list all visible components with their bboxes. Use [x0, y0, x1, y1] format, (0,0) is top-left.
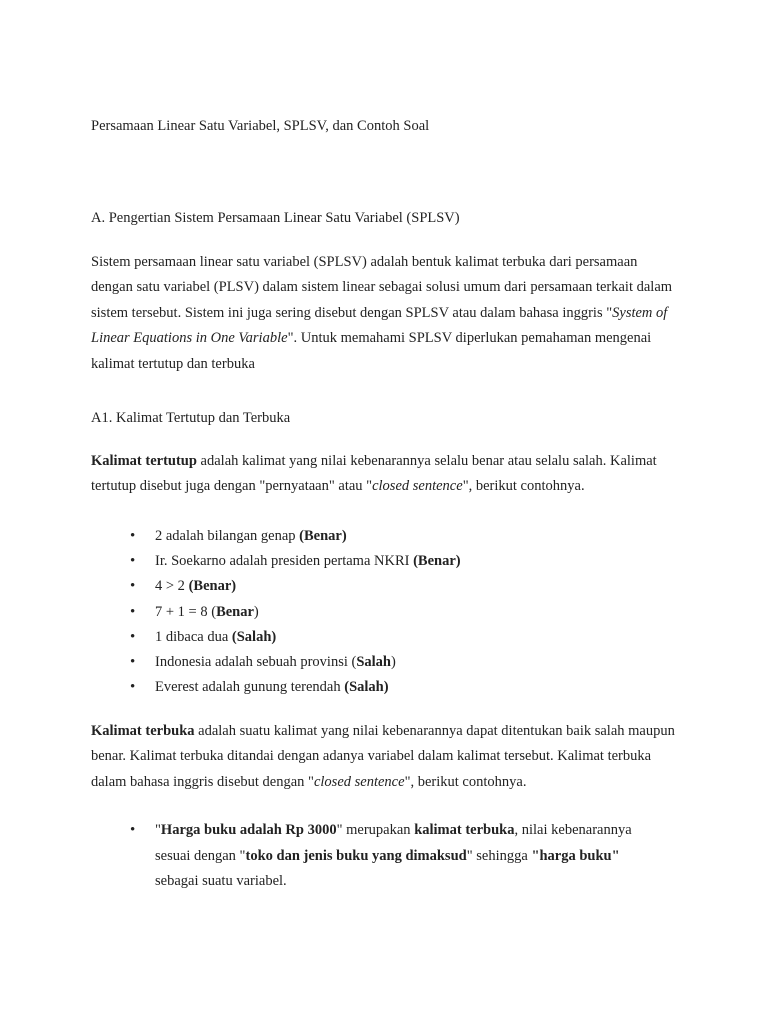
paragraph-tail: ". Untuk memahami SPLSV diperlukan pemahaman mengenai kalimat tertutup dan terbuka	[91, 330, 652, 372]
open-sentence-term: Kalimat terbuka	[91, 723, 195, 739]
closed-sentence-term: Kalimat tertutup	[91, 453, 197, 469]
open-sentence-examples	[0, 818, 632, 895]
closed-sentence-examples	[0, 524, 600, 700]
open-sentence-text: adalah suatu kalimat yang nilai kebenarannya dapat ditentukan baik salah maupun benar. Kalimat terbuka ditandai dengan adanya variabel dalam kalimat tersebut. Kalimat terbuka dalam bahasa inggris disebut dengan "	[91, 723, 675, 790]
list-item: • 1 dibaca dua (Salah)	[0, 625, 600, 650]
open-sentence-paragraph	[91, 719, 681, 795]
section-a-paragraph	[91, 250, 681, 377]
verdict: Salah	[356, 654, 392, 671]
paragraph-text: Sistem persamaan linear satu variabel (SPLSV) adalah bentuk kalimat terbuka dari persamaan dengan satu variabel (PLSV) dalam sistem linear sebagai solusi umum dari persamaan terkait dalam sistem tersebut. Sistem ini juga sering disebut dengan SPLSV atau dalam bahasa inggris "	[91, 254, 673, 321]
closed-sentence-tail: ", berikut contohnya.	[462, 478, 585, 495]
paragraph-italic: System of Linear Equations in One Variable	[91, 304, 668, 347]
list-item: • "Harga buku adalah Rp 3000" merupakan kalimat terbuka, nilai kebenarannya sesuai dengan "toko dan jenis buku yang dimaksud" sehingga "harga buku" sebagai suatu variabel.	[0, 818, 655, 895]
list-item: • 4 > 2 (Benar)	[0, 574, 600, 599]
closed-sentence-italic: closed sentence	[372, 478, 463, 495]
section-a1-heading: A1. Kalimat Tertutup dan Terbuka	[91, 410, 291, 426]
verdict: Benar	[216, 603, 254, 620]
section-a-heading: A. Pengertian Sistem Persamaan Linear Satu Variabel (SPLSV)	[91, 210, 460, 226]
verdict: (Salah)	[344, 679, 389, 696]
list-item: • Ir. Soekarno adalah presiden pertama NKRI (Benar)	[0, 549, 600, 574]
verdict: (Benar)	[188, 578, 237, 595]
verdict: (Benar)	[413, 553, 461, 570]
open-sentence-tail: ", berikut contohnya.	[404, 773, 527, 790]
closed-sentence-text: adalah kalimat yang nilai kebenarannya selalu benar atau selalu salah. Kalimat tertutup disebut juga dengan "pernyataan" atau "	[91, 453, 657, 495]
list-item: • 2 adalah bilangan genap (Benar)	[0, 524, 600, 549]
open-sentence-italic: closed sentence	[313, 773, 405, 790]
verdict: (Benar)	[299, 528, 347, 544]
list-item: • Everest adalah gunung terendah (Salah)	[0, 675, 600, 700]
document-title: Persamaan Linear Satu Variabel, SPLSV, dan Contoh Soal	[91, 118, 430, 134]
list-item: • Indonesia adalah sebuah provinsi (Salah)	[0, 650, 600, 675]
closed-sentence-paragraph	[91, 449, 681, 500]
verdict: (Salah)	[231, 628, 277, 645]
list-item: • 7 + 1 = 8 (Benar)	[0, 600, 600, 625]
